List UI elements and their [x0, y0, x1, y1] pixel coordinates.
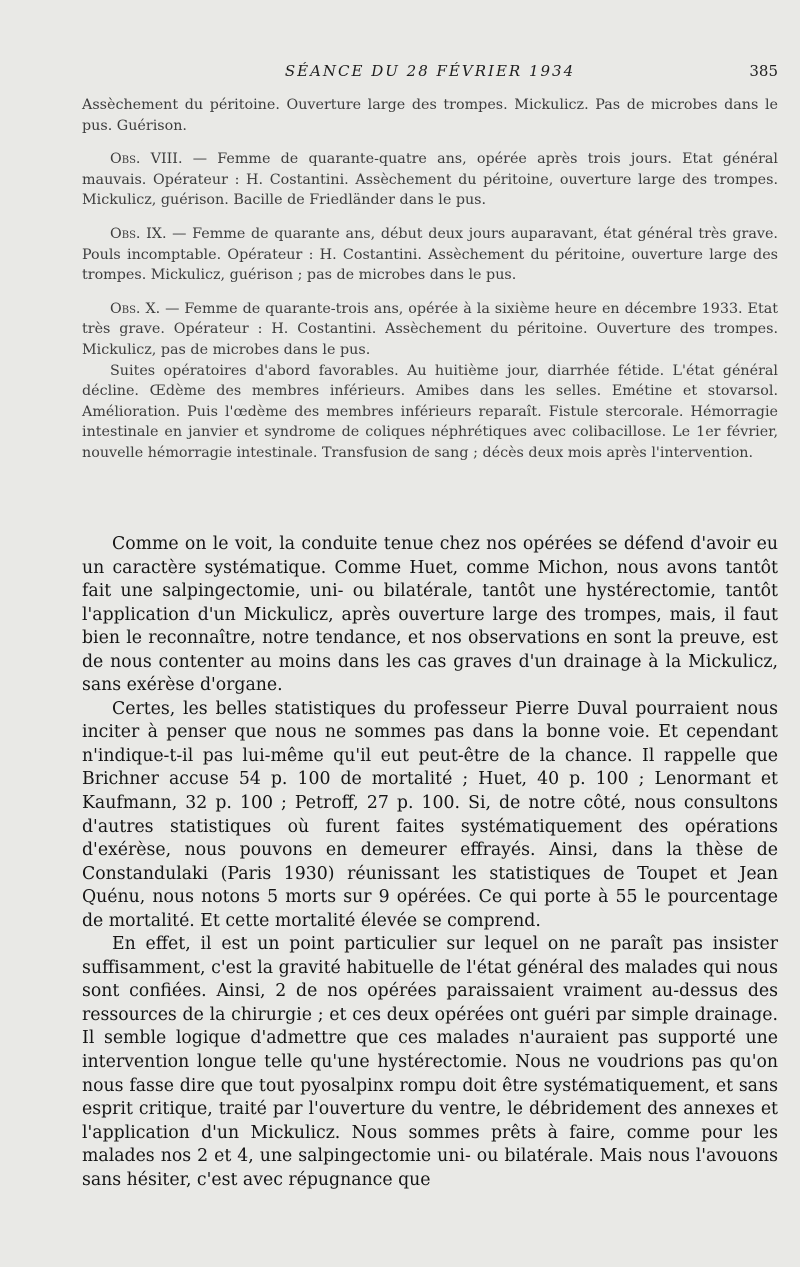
page-header	[82, 62, 778, 84]
body-paragraph: En effet, il est un point particulier sur lequel on ne paraît pas insister suffisamment, c'est la gravité habituelle de l'état général des malades qui nous sont confiées. Ainsi, 2 de nos opérées paraissaient vraiment au-dessus des ressources de la chirurgie ; et ces deux opérées ont guéri par simple drainage. Il semble logique d'admettre que ces malades n'auraient pas supporté une intervention longue telle qu'une hystérectomie. Nous ne voudrions pas qu'on nous fasse dire que tout pyosalpinx rompu doit être systématiquement, et sans esprit critique, traité par l'ouverture du ventre, le débridement des annexes et l'application d'un Mickulicz. Nous sommes prêts à faire, comme pour les malades nos 2 et 4, une salpingectomie uni- ou bilatérale. Mais nous l'avouons sans hésiter, c'est avec répugnance que	[82, 934, 778, 1190]
page-number: 385	[749, 62, 778, 80]
observation-x-continued: Suites opératoires d'abord favorables. Au huitième jour, diarrhée fétide. L'état général décline. Œdème des membres inférieurs. Amibes dans les selles. Emétine et stovarsol. Amélioration. Puis l'œdème des membres inférieurs reparaît. Fistule stercorale. Hémorragie intestinale en janvier et syndrome de coliques néphrétiques avec colibacillose. Le 1er février, nouvelle hémorragie intestinale. Transfusion de sang ; décès deux mois après l'intervention.	[82, 362, 778, 461]
observation-ix: Obs. IX. — Femme de quarante ans, début deux jours auparavant, état général très grave. Pouls incomptable. Opérateur : H. Costantini. Assèchement du péritoine, ouverture large des trompes. Mickulicz, guérison ; pas de microbes dans le pus.	[82, 225, 778, 284]
body-paragraph: Certes, les belles statistiques du professeur Pierre Duval pourraient nous inciter à penser que nous ne sommes pas dans la bonne voie. Et cependant n'indique-t-il pas lui-même qu'il eut peut-être de la chance. Il rappelle que Brichner accuse 54 p. 100 de mortalité ; Huet, 40 p. 100 ; Lenormant et Kaufmann, 32 p. 100 ; Petroff, 27 p. 100. Si, de notre côté, nous consultons d'autres statistiques où furent faites systématiquement des opérations d'exérèse, nous pouvons en demeurer effrayés. Ainsi, dans la thèse de Constandulaki (Paris 1930) réunissant les statistiques de Toupet et Jean Quénu, nous notons 5 morts sur 9 opérées. Ce qui porte à 55 le pourcentage de mortalité. Et cette mortalité élevée se comprend.	[82, 698, 778, 931]
observation-label: Obs. IX.	[110, 225, 167, 242]
observation-x: Obs. X. — Femme de quarante-trois ans, opérée à la sixième heure en décembre 1933. Etat très grave. Opérateur : H. Costantini. Assèchement du péritoine. Ouverture des trompes. Mickulicz, pas de microbes dans le pus.	[82, 300, 779, 358]
running-title: SÉANCE DU 28 FÉVRIER 1934	[284, 62, 576, 80]
main-text	[82, 533, 778, 1192]
observation-vii-end: Assèchement du péritoine. Ouverture large des trompes. Mickulicz. Pas de microbes dans le pus. Guérison.	[82, 97, 778, 134]
observation-label: Obs. X.	[110, 300, 161, 317]
observation-label: Obs. VIII.	[110, 151, 183, 168]
observations-block	[82, 95, 778, 464]
body-paragraph: Comme on le voit, la conduite tenue chez nos opérées se défend d'avoir eu un caractère systématique. Comme Huet, comme Michon, nous avons tantôt fait une salpingectomie, uni- ou bilatérale, tantôt une hystérectomie, tantôt l'application d'un Mickulicz, après ouverture large des trompes, mais, il faut bien le reconnaître, notre tendance, et nos observations en sont la preuve, est de nous contenter au moins dans les cas graves d'un drainage à la Mickulicz, sans exérèse d'organe.	[82, 534, 778, 696]
observation-viii: Obs. VIII. — Femme de quarante-quatre ans, opérée après trois jours. Etat général mauvais. Opérateur : H. Costantini. Assèchement du péritoine, ouverture large des trompes. Mickulicz, guérison. Bacille de Friedländer dans le pus.	[82, 151, 778, 209]
